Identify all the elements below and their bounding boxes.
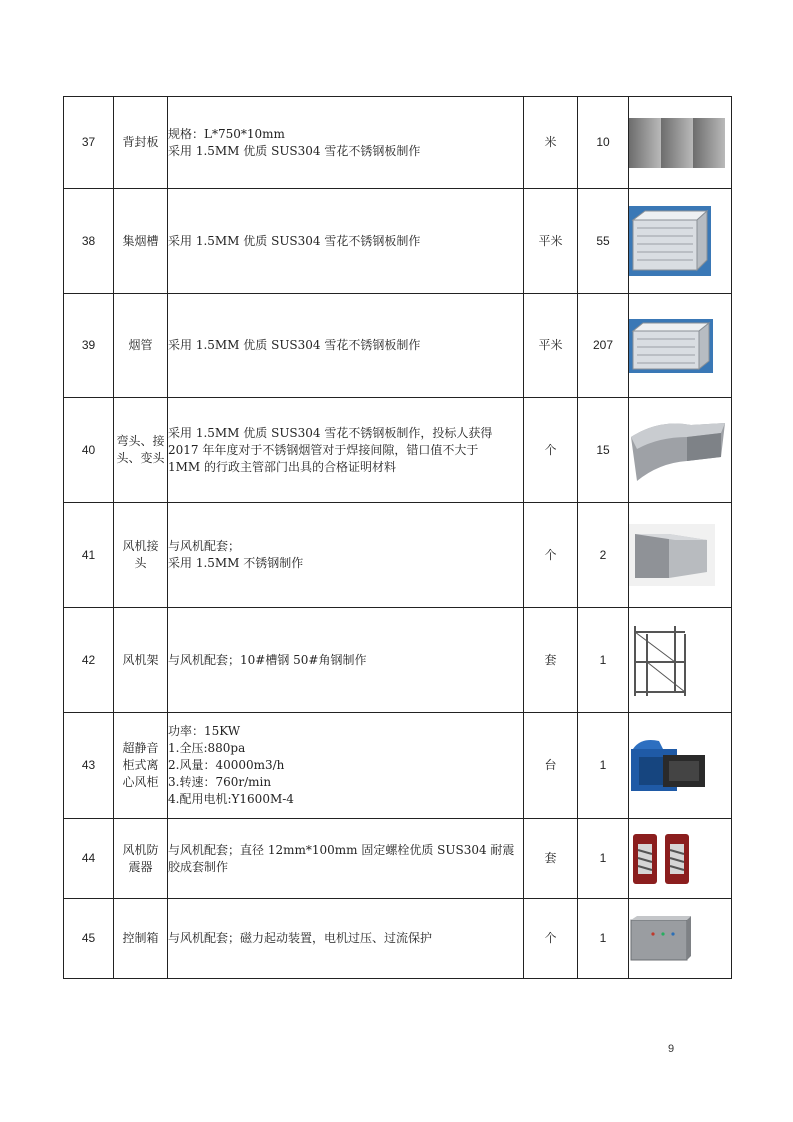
vibration-damper-image	[629, 832, 731, 886]
table-row	[64, 503, 732, 608]
table-row	[64, 97, 732, 189]
item-name	[114, 503, 168, 608]
item-description	[168, 97, 524, 189]
item-name	[114, 899, 168, 979]
item-quantity: 207	[578, 294, 629, 398]
item-description	[168, 819, 524, 899]
fan-frame-scaffold-image	[629, 622, 731, 698]
item-name	[114, 608, 168, 713]
row-number: 42	[64, 608, 114, 713]
equipment-spec-table	[63, 96, 732, 979]
row-number: 43	[64, 713, 114, 819]
description-line: 1.全压:880pa	[168, 741, 246, 755]
item-description	[168, 189, 524, 294]
item-quantity: 1	[578, 899, 629, 979]
item-image	[629, 608, 732, 713]
description-line: 与风机配套；10#槽钢 50#角钢制作	[168, 652, 367, 667]
item-unit: 平米	[524, 189, 578, 294]
table-row	[64, 398, 732, 503]
centrifugal-fan-cabinet-image	[629, 737, 731, 795]
item-description	[168, 713, 524, 819]
description-line: 采用 1.5MM 不锈钢制作	[168, 556, 304, 570]
item-description	[168, 398, 524, 503]
item-unit: 个	[524, 899, 578, 979]
item-unit: 米	[524, 97, 578, 189]
item-name-line: 柜式离	[122, 758, 159, 772]
item-name-line: 震器	[128, 859, 153, 874]
row-number: 44	[64, 819, 114, 899]
description-line: 1MM 的行政主管部门出具的合格证明材料	[168, 459, 397, 474]
item-image	[629, 819, 732, 899]
item-name-line: 风机防	[122, 842, 159, 857]
item-name	[114, 189, 168, 294]
item-name	[114, 97, 168, 189]
row-number: 38	[64, 189, 114, 294]
row-number: 41	[64, 503, 114, 608]
description-line: 采用 1.5MM 优质 SUS304 雪花不锈钢板制作	[168, 233, 421, 248]
item-name	[114, 398, 168, 503]
table-row	[64, 899, 732, 979]
item-unit: 个	[524, 503, 578, 608]
item-name-line: 心风柜	[122, 775, 159, 789]
description-line: 规格：L*750*10mm	[168, 126, 285, 141]
smoke-collection-duct-image	[629, 206, 731, 276]
item-image	[629, 294, 732, 398]
item-image	[629, 189, 732, 294]
item-name	[114, 713, 168, 819]
control-box-image	[629, 916, 731, 962]
item-unit: 台	[524, 713, 578, 819]
item-name-line: 风机架	[122, 652, 159, 667]
item-name-line: 集烟槽	[122, 233, 159, 248]
item-image	[629, 97, 732, 189]
item-image	[629, 713, 732, 819]
item-name	[114, 819, 168, 899]
description-line: 采用 1.5MM 优质 SUS304 雪花不锈钢板制作，投标人获得	[168, 425, 493, 440]
item-name	[114, 294, 168, 398]
item-quantity: 10	[578, 97, 629, 189]
description-line: 与风机配套；磁力起动装置，电机过压、过流保护	[168, 931, 433, 945]
item-name-line: 控制箱	[122, 931, 159, 945]
item-quantity: 1	[578, 819, 629, 899]
item-unit: 平米	[524, 294, 578, 398]
item-name-line: 风机接	[122, 539, 159, 553]
description-line: 与风机配套；	[168, 539, 241, 553]
description-line: 与风机配套；直径 12mm*100mm 固定螺栓优质 SUS304 耐震	[168, 842, 515, 857]
row-number: 40	[64, 398, 114, 503]
row-number: 45	[64, 899, 114, 979]
description-line: 采用 1.5MM 优质 SUS304 雪花不锈钢板制作	[168, 338, 421, 352]
description-line: 采用 1.5MM 优质 SUS304 雪花不锈钢板制作	[168, 143, 421, 158]
page-number: 9	[668, 1043, 675, 1055]
table-row	[64, 294, 732, 398]
item-quantity: 1	[578, 713, 629, 819]
item-unit: 套	[524, 819, 578, 899]
smoke-pipe-duct-image	[629, 319, 731, 373]
item-image	[629, 398, 732, 503]
item-name-line: 背封板	[122, 135, 159, 149]
item-name-line: 头、变头	[116, 451, 165, 465]
item-quantity: 2	[578, 503, 629, 608]
stainless-sheet-panel-image	[629, 118, 731, 168]
table-row	[64, 189, 732, 294]
spec-table-body	[64, 97, 732, 979]
item-unit: 套	[524, 608, 578, 713]
item-description	[168, 294, 524, 398]
item-description	[168, 608, 524, 713]
description-line: 功率：15KW	[168, 724, 241, 738]
table-row	[64, 608, 732, 713]
item-name-line: 头	[134, 556, 147, 570]
row-number: 39	[64, 294, 114, 398]
item-description	[168, 503, 524, 608]
fan-connector-box-image	[629, 524, 731, 586]
description-line: 胶成套制作	[168, 859, 229, 874]
item-quantity: 1	[578, 608, 629, 713]
item-name-line: 烟管	[128, 338, 153, 352]
item-description	[168, 899, 524, 979]
item-name-line: 弯头、接	[116, 434, 165, 448]
description-line: 2.风量：40000m3/h	[168, 758, 285, 772]
duct-elbow-image	[629, 419, 731, 481]
table-row	[64, 819, 732, 899]
table-row	[64, 713, 732, 819]
item-unit: 个	[524, 398, 578, 503]
description-line: 4.配用电机:Y1600M-4	[168, 792, 294, 806]
item-quantity: 15	[578, 398, 629, 503]
item-quantity: 55	[578, 189, 629, 294]
item-image	[629, 503, 732, 608]
item-name-line: 超静音	[122, 741, 159, 755]
description-line: 2017 年年度对于不锈钢烟管对于焊接间隙，错口值不大于	[168, 442, 479, 457]
row-number: 37	[64, 97, 114, 189]
description-line: 3.转速：760r/min	[168, 775, 272, 789]
item-image	[629, 899, 732, 979]
